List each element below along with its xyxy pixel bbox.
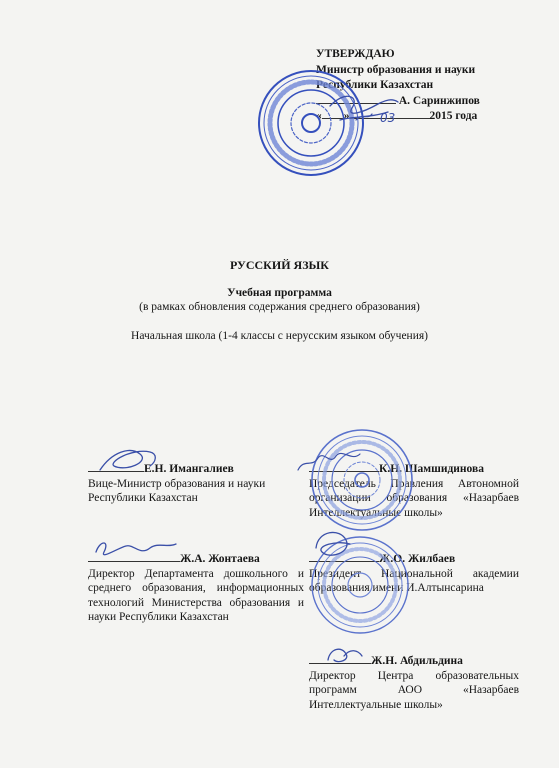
signature-line bbox=[88, 460, 144, 472]
signatory-abdildina bbox=[309, 652, 519, 712]
signatory-zhontaeva bbox=[88, 550, 304, 625]
approval-minister-title: Министр образования и науки bbox=[316, 63, 476, 76]
school-level: Начальная школа (1-4 классы с нерусским языком обучения) bbox=[131, 330, 428, 342]
signatory-zhilbaev bbox=[309, 550, 519, 596]
date-quote-close: » bbox=[343, 110, 350, 122]
signatory-name: Ж.О. Жилбаев bbox=[379, 553, 456, 565]
approval-country: Республики Казахстан bbox=[316, 79, 434, 91]
signature-line bbox=[309, 460, 379, 472]
signature-line bbox=[88, 550, 180, 562]
approval-signature-row bbox=[316, 94, 541, 110]
approval-year: 2015 года bbox=[429, 110, 478, 122]
signatory-role: Вице-Министр образования и науки Республики Казахстан bbox=[88, 477, 266, 504]
subject-title: РУССКИЙ ЯЗЫК bbox=[229, 258, 330, 272]
approval-heading: УТВЕРЖДАЮ bbox=[316, 48, 395, 60]
signatory-shamshidinova bbox=[309, 460, 519, 520]
approval-block bbox=[316, 47, 541, 125]
date-quote-open: « bbox=[316, 110, 322, 122]
signatory-role: Президент Национальной академии образования имени И.Алтынсарина bbox=[309, 567, 519, 594]
signatory-role: Директор Центра образовательных программ АОО «Назарбаев Интеллектуальные школы» bbox=[309, 669, 519, 711]
signatory-name: Ж.А. Жонтаева bbox=[180, 553, 260, 565]
signatory-imangaliev bbox=[88, 460, 304, 506]
signatory-name: Е.Н. Имангалиев bbox=[144, 463, 234, 475]
document-type: Учебная программа bbox=[227, 287, 332, 299]
signatory-role: Директор Департамента дошкольного и среднего образования, информационных технологий Министерства образования и науки Республики Казахстан bbox=[88, 567, 304, 623]
date-handwritten: 03 bbox=[380, 111, 396, 125]
signatory-role: Председатель Правления Автономной организации образования «Назарбаев Интеллектуальные школы» bbox=[309, 477, 519, 519]
document-scope: (в рамках обновления содержания среднего образования) bbox=[139, 301, 420, 313]
approval-signature-line bbox=[316, 103, 396, 104]
signatory-name: К.Н. Шамшидинова bbox=[379, 463, 484, 475]
approval-date-row bbox=[316, 109, 541, 125]
approval-signer: А. Саринжипов bbox=[398, 94, 480, 107]
signature-line bbox=[309, 550, 379, 562]
signature-line bbox=[309, 652, 371, 664]
signatory-name: Ж.Н. Абдильдина bbox=[371, 655, 463, 667]
